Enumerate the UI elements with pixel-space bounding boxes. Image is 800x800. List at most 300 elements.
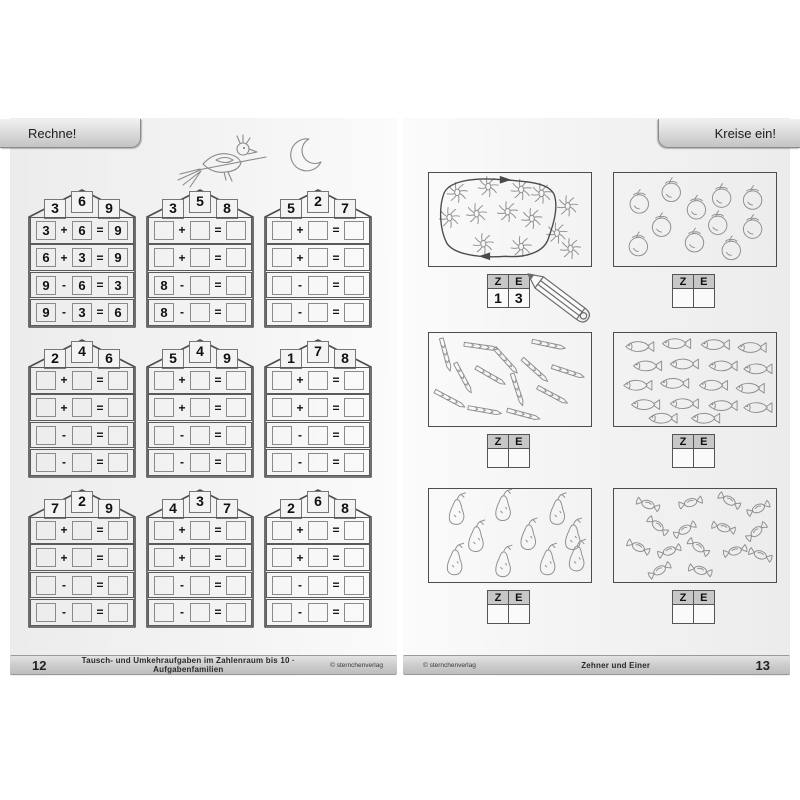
equation-cell-result <box>108 521 128 540</box>
spider-icon <box>439 176 580 258</box>
equation-cell-b <box>308 303 328 322</box>
equation-cell-a <box>36 603 56 622</box>
equals-sign: = <box>332 578 340 593</box>
equation-row <box>148 272 252 299</box>
roof-number-cell: 5 <box>189 191 211 213</box>
equation-cell-b <box>308 576 328 595</box>
equation-cell-b <box>190 426 210 445</box>
equals-sign: = <box>214 578 222 593</box>
equation-cell-b <box>72 398 92 417</box>
operator-sign: - <box>298 578 302 593</box>
roof-number-cell: 6 <box>71 191 93 213</box>
equation-cell-b <box>72 576 92 595</box>
equation-cell-result <box>344 248 364 267</box>
equation-cell-a: 3 <box>36 221 56 240</box>
equation-cell-a <box>272 303 292 322</box>
number-house <box>27 187 137 329</box>
equation-cell-b <box>190 603 210 622</box>
tens-value-cell: 1 <box>487 288 509 308</box>
operator-sign: + <box>178 373 186 388</box>
equation-cell-result: 6 <box>108 303 128 322</box>
tens-ones-table <box>487 434 533 468</box>
equation-cell-b <box>308 248 328 267</box>
equation-cell-result <box>344 603 364 622</box>
equation-cell-result <box>226 521 246 540</box>
equals-sign: = <box>332 428 340 443</box>
equation-cell-a <box>272 453 292 472</box>
roof-number-cell: 9 <box>98 499 120 519</box>
pencil-icon <box>520 268 630 346</box>
ones-header-cell: E <box>693 590 715 605</box>
panel-frame <box>428 488 592 583</box>
operator-sign: - <box>180 455 184 470</box>
ones-header-cell: E <box>508 274 530 289</box>
operator-sign: + <box>296 250 304 265</box>
operator-sign: + <box>296 523 304 538</box>
equation-cell-b <box>72 453 92 472</box>
equals-sign: = <box>214 278 222 293</box>
equation-cell-b <box>190 576 210 595</box>
panel-frame <box>613 172 777 267</box>
operator-sign: + <box>296 223 304 238</box>
number-house <box>263 187 373 329</box>
tens-value-cell <box>487 448 509 468</box>
operator-sign: - <box>298 305 302 320</box>
equation-row <box>30 544 134 571</box>
equals-sign: = <box>96 523 104 538</box>
roof-number-cell: 1 <box>280 349 302 369</box>
tens-header-cell: Z <box>487 274 509 289</box>
crescent-moon-icon <box>282 136 324 178</box>
equation-row <box>148 517 252 544</box>
roof-number-cell: 6 <box>307 491 329 513</box>
ones-header-cell: E <box>508 434 530 449</box>
equation-cell-result <box>226 603 246 622</box>
table-header-row <box>487 590 533 605</box>
operator-sign: - <box>62 578 66 593</box>
equation-cell-a <box>272 576 292 595</box>
operator-sign: + <box>178 223 186 238</box>
tens-ones-table <box>672 590 718 624</box>
equals-sign: = <box>332 223 340 238</box>
equation-cell-a <box>154 248 174 267</box>
counting-panel <box>613 172 777 308</box>
operator-sign: + <box>178 523 186 538</box>
operator-sign: + <box>60 223 68 238</box>
pear-icon <box>447 489 585 577</box>
table-value-row <box>672 449 718 468</box>
equation-row <box>30 272 134 299</box>
equation-cell-result <box>226 398 246 417</box>
roof-number-cell: 7 <box>334 199 356 219</box>
counting-panel <box>613 332 777 468</box>
panel-frame <box>613 488 777 583</box>
table-header-row <box>672 434 718 449</box>
equals-sign: = <box>96 305 104 320</box>
panel-frame <box>428 332 592 427</box>
equals-sign: = <box>332 605 340 620</box>
roof-number-cell: 4 <box>71 341 93 363</box>
equation-cell-result <box>226 276 246 295</box>
operator-sign: - <box>62 278 66 293</box>
equation-cell-a <box>272 371 292 390</box>
table-header-row <box>672 274 718 289</box>
equation-cell-result <box>344 371 364 390</box>
operator-sign: - <box>298 278 302 293</box>
equation-row <box>148 449 252 476</box>
table-header-row <box>487 434 533 449</box>
equation-row <box>266 217 370 244</box>
roof-number-cell: 2 <box>71 491 93 513</box>
roof-number-cell: 2 <box>307 191 329 213</box>
equals-sign: = <box>96 400 104 415</box>
equals-sign: = <box>214 523 222 538</box>
equation-row <box>148 544 252 571</box>
equation-cell-result <box>226 426 246 445</box>
equals-sign: = <box>96 373 104 388</box>
roof-number-cell: 3 <box>189 491 211 513</box>
fish-icon <box>624 339 772 423</box>
operator-sign: - <box>62 305 66 320</box>
operator-sign: - <box>180 278 184 293</box>
equation-cell-a <box>272 521 292 540</box>
equals-sign: = <box>214 400 222 415</box>
page-number: 13 <box>755 657 770 673</box>
tens-ones-table <box>672 434 718 468</box>
roof-number-cell: 7 <box>216 499 238 519</box>
equation-cell-result <box>108 426 128 445</box>
equation-cell-a <box>154 576 174 595</box>
equation-row <box>266 299 370 326</box>
equals-sign: = <box>332 550 340 565</box>
number-house <box>145 337 255 479</box>
equation-cell-b <box>190 453 210 472</box>
table-value-row <box>487 449 533 468</box>
equation-row <box>266 244 370 271</box>
equation-cell-result <box>226 548 246 567</box>
tens-value-cell <box>672 604 694 624</box>
left-page-footer <box>10 655 397 675</box>
equals-sign: = <box>332 305 340 320</box>
roof-number-cell: 6 <box>98 349 120 369</box>
equation-cell-result <box>226 248 246 267</box>
table-value-row <box>672 605 718 624</box>
right-page-tab <box>658 119 800 148</box>
operator-sign: + <box>178 550 186 565</box>
operator-sign: - <box>298 605 302 620</box>
equation-cell-result <box>226 303 246 322</box>
equation-cell-result <box>226 371 246 390</box>
counting-panel <box>613 488 777 624</box>
number-house <box>263 337 373 479</box>
equation-cell-result <box>108 603 128 622</box>
number-house <box>263 487 373 629</box>
equation-cell-result <box>226 576 246 595</box>
equation-row <box>266 572 370 599</box>
equation-cell-a <box>272 221 292 240</box>
ones-header-cell: E <box>693 274 715 289</box>
ones-header-cell: E <box>693 434 715 449</box>
equation-cell-a <box>272 548 292 567</box>
tens-header-cell: Z <box>487 434 509 449</box>
equation-cell-b <box>190 248 210 267</box>
equation-cell-b: 6 <box>72 221 92 240</box>
right-page <box>403 118 790 676</box>
equals-sign: = <box>214 605 222 620</box>
equals-sign: = <box>96 428 104 443</box>
left-page-tab <box>0 119 141 148</box>
equation-cell-b <box>72 371 92 390</box>
equation-row <box>266 272 370 299</box>
equation-row <box>148 422 252 449</box>
copyright-text: © sternchenverlag <box>330 661 383 669</box>
bird-eye <box>243 147 245 149</box>
operator-sign: - <box>180 605 184 620</box>
equation-row <box>266 449 370 476</box>
equals-sign: = <box>96 578 104 593</box>
equation-row <box>30 367 134 394</box>
equation-cell-result <box>108 453 128 472</box>
equation-row <box>148 394 252 421</box>
footer-title: Tausch- und Umkehraufgaben im Zahlenraum bis 10 · Aufgabenfamilien <box>81 656 295 674</box>
equals-sign: = <box>214 305 222 320</box>
equation-cell-b: 3 <box>72 303 92 322</box>
roof-number-cell: 3 <box>44 199 66 219</box>
equation-cell-b <box>72 548 92 567</box>
operator-sign: - <box>298 455 302 470</box>
equation-cell-b: 3 <box>72 248 92 267</box>
equation-row <box>30 572 134 599</box>
operator-sign: - <box>298 428 302 443</box>
roof-number-cell: 4 <box>189 341 211 363</box>
tens-value-cell <box>672 448 694 468</box>
operator-sign: + <box>60 523 68 538</box>
equation-cell-b <box>308 371 328 390</box>
equation-row <box>30 422 134 449</box>
operator-sign: - <box>62 605 66 620</box>
equals-sign: = <box>96 455 104 470</box>
equals-sign: = <box>214 455 222 470</box>
equation-cell-a <box>154 371 174 390</box>
equation-cell-b: 6 <box>72 276 92 295</box>
roof-number-cell: 8 <box>334 349 356 369</box>
equals-sign: = <box>214 428 222 443</box>
equation-cell-a: 8 <box>154 276 174 295</box>
equation-cell-b <box>308 398 328 417</box>
equals-sign: = <box>96 250 104 265</box>
equation-cell-a <box>154 426 174 445</box>
equation-cell-result <box>344 576 364 595</box>
table-value-row <box>487 605 533 624</box>
number-house <box>145 487 255 629</box>
copyright-text: © sternchenverlag <box>423 661 476 669</box>
operator-sign: + <box>60 550 68 565</box>
equation-cell-a <box>272 276 292 295</box>
candy-icon <box>626 491 773 579</box>
operator-sign: - <box>180 578 184 593</box>
ones-value-cell <box>693 288 715 308</box>
equation-cell-b <box>190 548 210 567</box>
equation-cell-a <box>272 248 292 267</box>
equation-cell-b <box>308 221 328 240</box>
tens-header-cell: Z <box>672 590 694 605</box>
equation-row <box>30 394 134 421</box>
equation-cell-b <box>190 221 210 240</box>
equals-sign: = <box>96 550 104 565</box>
equation-cell-result: 3 <box>108 276 128 295</box>
equation-cell-b <box>308 453 328 472</box>
counting-panel <box>428 332 592 468</box>
equation-cell-a <box>272 426 292 445</box>
tens-header-cell: Z <box>672 274 694 289</box>
equals-sign: = <box>332 400 340 415</box>
counting-panel <box>428 488 592 624</box>
equation-cell-a: 9 <box>36 303 56 322</box>
equation-cell-result <box>344 453 364 472</box>
operator-sign: + <box>296 373 304 388</box>
footer-title: Zehner und Einer <box>581 660 651 670</box>
equation-cell-a <box>154 453 174 472</box>
roof-number-cell: 5 <box>162 349 184 369</box>
equation-cell-b <box>190 371 210 390</box>
equals-sign: = <box>214 223 222 238</box>
equation-cell-b <box>308 548 328 567</box>
asparagus-icon <box>434 338 585 421</box>
equation-cell-result <box>108 371 128 390</box>
equation-row <box>30 217 134 244</box>
operator-sign: + <box>60 373 68 388</box>
equation-cell-result: 9 <box>108 221 128 240</box>
equals-sign: = <box>332 455 340 470</box>
panel-frame <box>428 172 592 267</box>
equation-cell-b <box>308 426 328 445</box>
ones-header-cell: E <box>508 590 530 605</box>
equation-cell-result <box>108 398 128 417</box>
roof-number-cell: 7 <box>307 341 329 363</box>
tens-value-cell <box>487 604 509 624</box>
counting-panel <box>428 172 592 308</box>
equation-cell-result <box>344 521 364 540</box>
equation-cell-result <box>108 576 128 595</box>
equation-cell-result <box>344 221 364 240</box>
number-house <box>27 337 137 479</box>
operator-sign: - <box>62 428 66 443</box>
operator-sign: + <box>178 400 186 415</box>
equation-cell-b <box>72 521 92 540</box>
equation-cell-b <box>308 276 328 295</box>
operator-sign: - <box>180 428 184 443</box>
panel-frame <box>613 332 777 427</box>
equation-row <box>30 244 134 271</box>
left-page <box>10 118 397 676</box>
tens-header-cell: Z <box>487 590 509 605</box>
roof-number-cell: 7 <box>44 499 66 519</box>
page-number: 12 <box>32 657 47 673</box>
equation-cell-result <box>344 276 364 295</box>
equation-cell-a <box>154 548 174 567</box>
roof-number-cell: 8 <box>334 499 356 519</box>
tens-ones-table <box>672 274 718 308</box>
operator-sign: + <box>60 250 68 265</box>
equation-cell-result <box>108 548 128 567</box>
equation-cell-a <box>36 521 56 540</box>
equation-row <box>266 394 370 421</box>
equation-cell-a <box>272 398 292 417</box>
equation-row <box>30 517 134 544</box>
equation-cell-result <box>226 453 246 472</box>
equation-row <box>148 299 252 326</box>
operator-sign: + <box>178 250 186 265</box>
equation-cell-a <box>36 371 56 390</box>
operator-sign: + <box>60 400 68 415</box>
equation-cell-a <box>154 221 174 240</box>
tomato-icon <box>629 178 762 260</box>
equation-cell-b <box>190 276 210 295</box>
roof-number-cell: 2 <box>44 349 66 369</box>
equals-sign: = <box>332 278 340 293</box>
roof-number-cell: 5 <box>280 199 302 219</box>
equation-cell-result: 9 <box>108 248 128 267</box>
equation-cell-a <box>154 398 174 417</box>
number-house <box>27 487 137 629</box>
equation-row <box>266 422 370 449</box>
equation-cell-b <box>190 398 210 417</box>
equation-cell-a <box>272 603 292 622</box>
circled-ten-loop <box>441 176 556 260</box>
equals-sign: = <box>96 223 104 238</box>
equals-sign: = <box>332 523 340 538</box>
ones-value-cell <box>693 604 715 624</box>
equation-cell-result <box>344 303 364 322</box>
right-tab-label: Kreise ein! <box>714 126 776 141</box>
equation-row <box>30 449 134 476</box>
equation-cell-a: 9 <box>36 276 56 295</box>
ones-value-cell <box>693 448 715 468</box>
roof-number-cell: 9 <box>216 349 238 369</box>
operator-sign: + <box>296 400 304 415</box>
equation-cell-a: 8 <box>154 303 174 322</box>
equation-row <box>30 299 134 326</box>
roof-number-cell: 4 <box>162 499 184 519</box>
ones-value-cell <box>508 448 530 468</box>
equals-sign: = <box>332 373 340 388</box>
tens-ones-table <box>487 590 533 624</box>
equation-cell-b <box>72 426 92 445</box>
equation-row <box>148 599 252 626</box>
equation-row <box>266 367 370 394</box>
equation-row <box>148 367 252 394</box>
equation-cell-result <box>344 426 364 445</box>
equation-cell-b <box>308 521 328 540</box>
equation-cell-b <box>190 521 210 540</box>
tens-value-cell <box>672 288 694 308</box>
equation-cell-a <box>36 426 56 445</box>
equals-sign: = <box>214 550 222 565</box>
equation-row <box>30 599 134 626</box>
equation-row <box>148 244 252 271</box>
equation-cell-a <box>36 398 56 417</box>
equals-sign: = <box>96 605 104 620</box>
roof-number-cell: 9 <box>98 199 120 219</box>
table-value-row <box>672 289 718 308</box>
operator-sign: + <box>296 550 304 565</box>
roof-number-cell: 2 <box>280 499 302 519</box>
equation-cell-b <box>72 603 92 622</box>
equation-cell-a <box>36 548 56 567</box>
equation-cell-result <box>226 221 246 240</box>
operator-sign: - <box>180 305 184 320</box>
equation-row <box>266 517 370 544</box>
